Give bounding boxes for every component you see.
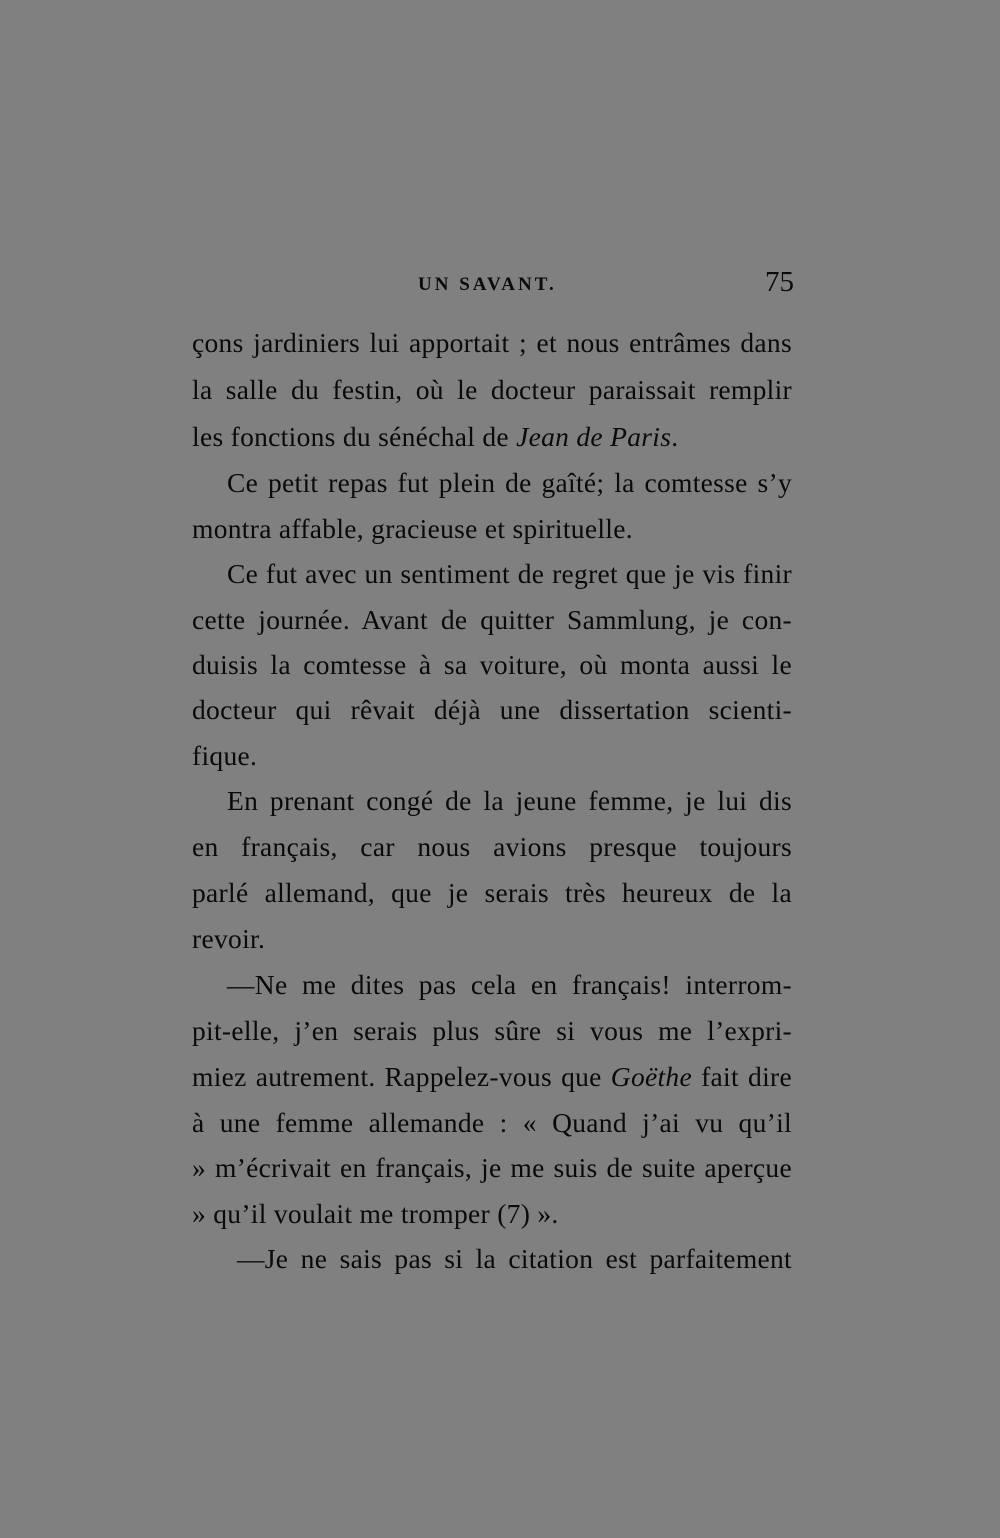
text-segment: .: [671, 421, 679, 452]
italic-name: Goëthe: [610, 1061, 692, 1092]
text-line: revoir.: [192, 923, 266, 954]
text-line: » qu’il voulait me tromper (7) ».: [192, 1198, 559, 1229]
text-line: Ce fut avec un sentiment de regret que je vis finir: [227, 558, 792, 589]
text-line: fique.: [192, 740, 258, 771]
text-line: [192, 1060, 792, 1094]
text-segment: fait dire: [692, 1061, 792, 1092]
running-head: [190, 266, 800, 306]
text-line: pit-elle, j’en serais plus sûre si vous me l’expri-: [192, 1015, 792, 1046]
text-line: la salle du festin, où le docteur paraissait remplir: [192, 374, 792, 405]
text-line: duisis la comtesse à sa voiture, où monta aussi le: [192, 649, 792, 680]
text-line: en français, car nous avions presque toujours: [192, 831, 792, 862]
text-line: cette journée. Avant de quitter Sammlung, je con-: [192, 604, 792, 635]
text-line: à une femme allemande : « Quand j’ai vu qu’il: [192, 1107, 792, 1138]
text-line: docteur qui rêvait déjà une dissertation scienti-: [192, 694, 792, 725]
italic-title: Jean de Paris: [516, 421, 672, 452]
text-segment: les fonctions du sénéchal de: [192, 421, 517, 452]
text-line: —Je ne sais pas si la citation est parfaitement: [237, 1243, 792, 1274]
text-line: —Ne me dites pas cela en français! interrom-: [227, 969, 792, 1000]
text-line: çons jardiniers lui apportait ; et nous entrâmes dans: [192, 327, 792, 358]
text-line: parlé allemand, que je serais très heureux de la: [192, 877, 792, 908]
text-line: montra affable, gracieuse et spirituelle.: [192, 513, 633, 544]
page-number: 75: [765, 266, 794, 298]
running-title: UN SAVANT.: [418, 274, 557, 295]
text-line: En prenant congé de la jeune femme, je lui dis: [227, 785, 792, 816]
text-segment: miez autrement. Rappelez-vous que: [192, 1061, 611, 1092]
text-line: [192, 420, 792, 454]
text-line: Ce petit repas fut plein de gaîté; la comtesse s’y: [227, 467, 792, 498]
text-line: » m’écrivait en français, je me suis de suite aperçue: [192, 1152, 792, 1183]
